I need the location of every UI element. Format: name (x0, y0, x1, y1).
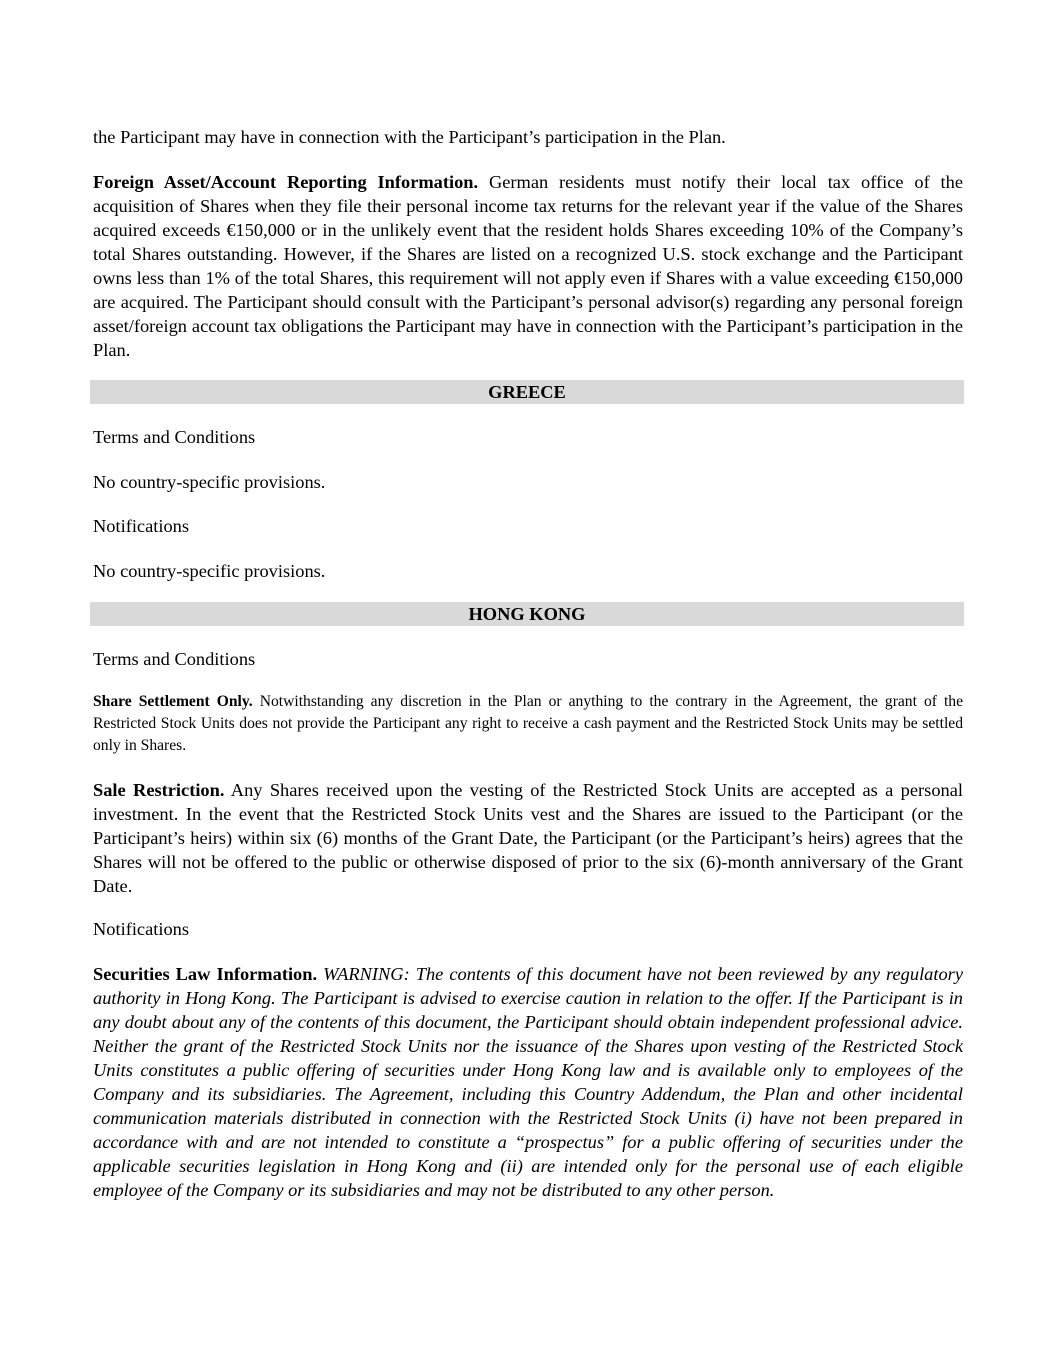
intro-text: the Participant may have in connection with the Participant’s participation in the Plan. (93, 127, 726, 147)
greece-terms-label-block (93, 425, 963, 449)
foreign-asset-paragraph (93, 170, 963, 362)
hk-share-settlement-paragraph (93, 691, 963, 757)
hk-terms-label: Terms and Conditions (93, 649, 256, 669)
section-heading-hong-kong: HONG KONG (90, 602, 964, 626)
hk-share-settlement-lead: Share Settlement Only. (93, 693, 253, 710)
hk-notif-label-block (93, 917, 963, 941)
hk-sale-restriction-text: Any Shares received upon the vesting of the Restricted Stock Units are accepted as a personal investment. In the event that the Restricted Stock Units vest and the Shares are issued to the Participant (or the Participant’s heirs) within six (6) months of the Grant Date, the Participant (or the Participant’s heirs) agrees that the Shares will not be offered to the public or otherwise disposed of prior to the six (6)-month anniversary of the Grant Date. (93, 780, 963, 896)
greece-terms-label: Terms and Conditions (93, 427, 256, 447)
foreign-asset-text: German residents must notify their local tax office of the acquisition of Shares when they file their personal income tax returns for the relevant year if the value of the Shares acquired exceeds €150,000 or in the unlikely event that the resident holds Shares exceeding 10% of the Company’s total Shares outstanding. However, if the Shares are listed on a recognized U.S. stock exchange and the Participant owns less than 1% of the total Shares, this requirement will not apply even if Shares with a value exceeding €150,000 are acquired. The Participant should consult with the Participant’s personal advisor(s) regarding any personal foreign asset/foreign account tax obligations the Participant may have in connection with the Participant’s participation in the Plan. (93, 172, 963, 360)
hk-securities-law-paragraph (93, 962, 963, 1202)
hk-sale-restriction-paragraph (93, 778, 963, 898)
greece-notif-text-block (93, 559, 963, 583)
section-heading-greece: GREECE (90, 380, 964, 404)
greece-terms-text-block (93, 470, 963, 494)
hk-terms-label-block (93, 647, 963, 671)
greece-notif-label: Notifications (93, 516, 190, 536)
hk-securities-law-lead: Securities Law Information. (93, 964, 318, 984)
hk-securities-law-text: WARNING: The contents of this document have not been reviewed by any regulatory authority in Hong Kong. The Participant is advised to exercise caution in relation to the offer. If the Participant is in any doubt about any of the contents of this document, the Participant should obtain independent professional advice. Neither the grant of the Restricted Stock Units nor the issuance of the Shares upon vesting of the Restricted Stock Units constitutes a public offering of securities under Hong Kong law and is available only to employees of the Company and its subsidiaries. The Agreement, including this Country Addendum, the Plan and other incidental communication materials distributed in connection with the Restricted Stock Units (i) have not been prepared in accordance with and are not intended to constitute a “prospectus” for a public offering of securities under the applicable securities legislation in Hong Kong and (ii) are intended only for the personal use of each eligible employee of the Company or its subsidiaries and may not be distributed to any other person. (93, 964, 964, 1200)
foreign-asset-lead: Foreign Asset/Account Reporting Information. (93, 172, 479, 192)
hk-sale-restriction-lead: Sale Restriction. (93, 780, 225, 800)
greece-notif-text: No country-specific provisions. (93, 561, 326, 581)
hk-notif-label: Notifications (93, 919, 190, 939)
greece-notif-label-block (93, 514, 963, 538)
greece-terms-text: No country-specific provisions. (93, 472, 326, 492)
hk-share-settlement-text: Notwithstanding any discretion in the Plan or anything to the contrary in the Agreement, the grant of the Restricted Stock Units does not provide the Participant any right to receive a cash payment and the Restricted Stock Units may be settled only in Shares. (93, 693, 963, 754)
intro-paragraph (93, 125, 963, 149)
